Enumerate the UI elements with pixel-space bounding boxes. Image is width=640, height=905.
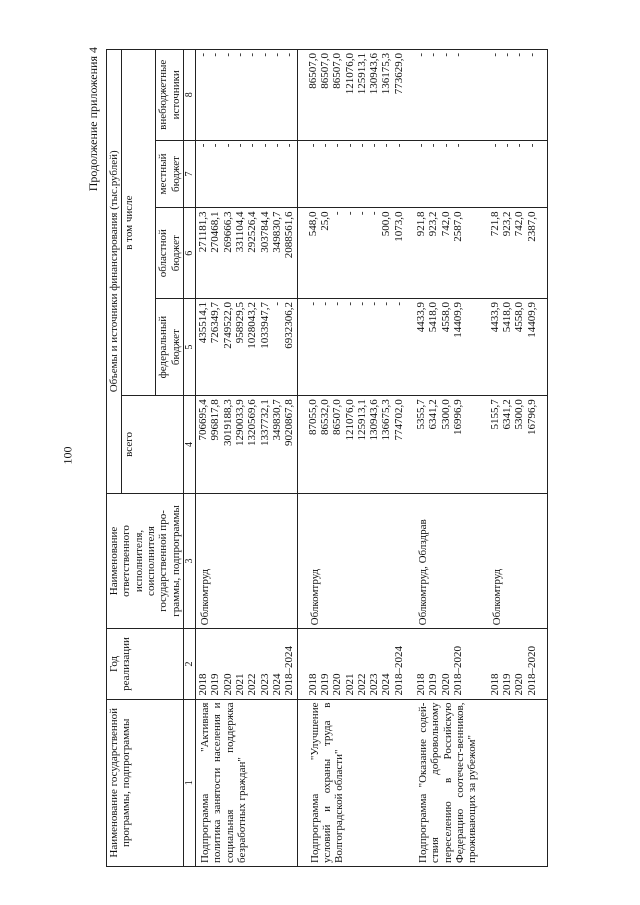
extra-cell: - - - - - - - -	[196, 50, 298, 141]
subprogram-labor-safety-block	[306, 50, 415, 867]
col-total-header: всего	[122, 396, 184, 493]
column-index: 8	[183, 50, 195, 141]
federal-cell: 4433,9 5418,0 4558,0 14409,9	[488, 298, 539, 395]
years-cell: 2018 2019 2020 2021 2022 2023 2024 2018–2024	[306, 629, 407, 699]
extra-cell: - - - -	[488, 50, 539, 141]
col-program-header: Наименование государственной программы, подпрограммы	[107, 699, 184, 866]
col-funding-group-header: Объемы и источники финансирования (тыс.рублей)	[107, 50, 122, 494]
table-row	[306, 50, 407, 867]
subprogram-name	[488, 699, 539, 866]
col-federal-header: федеральный бюджет	[156, 298, 184, 395]
spacer-row	[406, 50, 414, 867]
column-index: 7	[183, 140, 195, 208]
table-row	[414, 50, 480, 867]
col-incl-header: в том числе	[122, 50, 156, 396]
col-local-header: местный бюджет	[156, 140, 184, 208]
local-cell: - - - - - - - -	[306, 140, 407, 208]
subprogram-resettlement-block	[414, 50, 547, 867]
subprogram-name: Подпрограмма "Улучшение условий и охраны труда в Волгоградской области"	[306, 699, 407, 866]
table-header	[107, 50, 196, 867]
federal-cell: 435514,1 726349,7 2749522,0 958929,5 1028043,2 1033947,7 - 6932306,2	[196, 298, 298, 395]
table-row	[196, 50, 298, 867]
total-cell: 706695,4 996817,8 3019188,3 1290033,9 1320569,6 1337732,1 349830,7 9020867,8	[196, 396, 298, 493]
col-extra-header: внебюджетные источники	[156, 50, 184, 141]
local-cell: - - - -	[488, 140, 539, 208]
executor-cell: Облкомтруд, Облздрав	[414, 493, 480, 629]
column-index: 6	[183, 208, 195, 299]
col-executor-header: Наименование ответственного исполнителя, соисполнителя государственной про-граммы, подпрограммы	[107, 493, 184, 629]
spacer-row	[539, 50, 548, 867]
spacer-row	[297, 50, 306, 867]
spacer-row	[480, 50, 488, 867]
subprogram-name: Подпрограмма "Оказание содей-ствия добровольному переселению в Российскую Федерацию соотечест-венников, проживающих за рубежом"	[414, 699, 480, 866]
years-cell: 2018 2019 2020 2018–2020	[414, 629, 480, 699]
local-cell: - - - - - - - -	[196, 140, 298, 208]
years-cell: 2018 2019 2020 2021 2022 2023 2024 2018–2024	[196, 629, 298, 699]
total-cell: 87055,0 86532,0 86507,0 121076,0 125913,1 130943,6 136675,3 774702,0	[306, 396, 407, 493]
regional-cell: 921,8 923,2 742,0 2587,0	[414, 208, 480, 299]
regional-cell: 548,0 25,0 - - - - 500,0 1073,0	[306, 208, 407, 299]
funding-table	[106, 49, 548, 867]
regional-cell: 721,8 923,2 742,0 2387,0	[488, 208, 539, 299]
executor-cell: Облкомтруд	[196, 493, 298, 629]
total-cell: 5155,7 6341,2 5300,0 16796,9	[488, 396, 539, 493]
subprogram-employment-block	[196, 50, 306, 867]
federal-cell: 4433,9 5418,0 4558,0 14409,9	[414, 298, 480, 395]
extra-cell: - - - -	[414, 50, 480, 141]
column-index: 3	[183, 493, 195, 629]
column-index: 1	[183, 699, 195, 866]
years-cell: 2018 2019 2020 2018–2020	[488, 629, 539, 699]
executor-cell: Облкомтруд	[306, 493, 407, 629]
executor-cell: Облкомтруд	[488, 493, 539, 629]
federal-cell: - - - - - - - -	[306, 298, 407, 395]
subprogram-name: Подпрограмма "Активная политика занятости населения и социальная поддержка безработных граждан"	[196, 699, 298, 866]
regional-cell: 271181,3 270468,1 269666,3 331104,4 292526,4 303784,4 349830,7 2088561,6	[196, 208, 298, 299]
page-number: 100	[60, 446, 75, 465]
table-row	[488, 50, 539, 867]
extra-cell: 86507,0 86507,0 86507,0 121076,0 125913,1 130943,6 136175,3 773629,0	[306, 50, 407, 141]
column-index: 4	[183, 396, 195, 493]
col-year-header: Год реализации	[107, 629, 184, 699]
col-regional-header: областной бюджет	[156, 208, 184, 299]
total-cell: 5355,7 6341,2 5300,0 16996,9	[414, 396, 480, 493]
local-cell: - - - -	[414, 140, 480, 208]
rotated-table-page	[86, 35, 620, 875]
column-index: 2	[183, 629, 195, 699]
column-index-row	[183, 50, 195, 867]
appendix-continuation-note: Продолжение приложения 4	[86, 47, 100, 192]
column-index: 5	[183, 298, 195, 395]
